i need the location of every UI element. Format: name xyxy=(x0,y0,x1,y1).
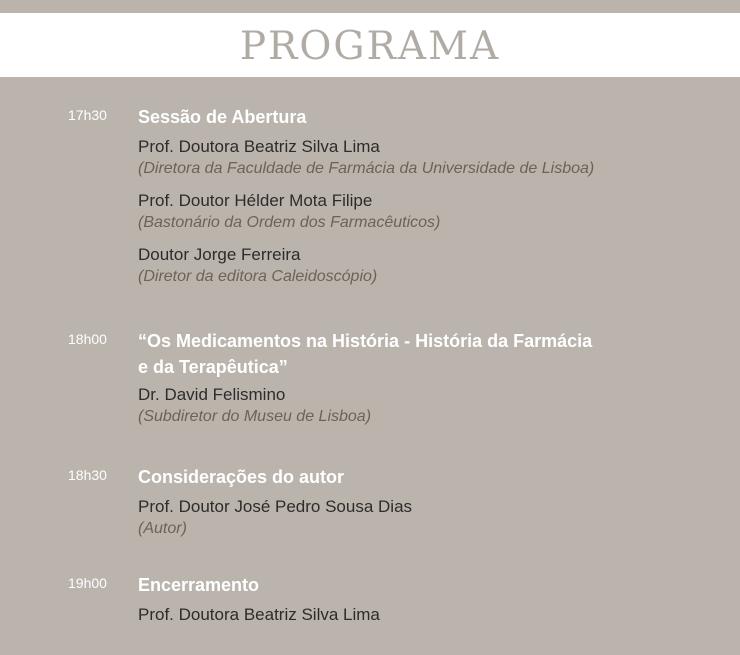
speaker xyxy=(138,135,698,180)
speaker-role: (Bastonário da Ordem dos Farmacêuticos) xyxy=(138,214,441,231)
speaker-role: (Subdiretor do Museu de Lisboa) xyxy=(138,408,372,425)
speaker-role: (Autor) xyxy=(138,520,187,537)
speaker xyxy=(138,189,698,234)
session-content xyxy=(138,104,698,288)
session-title: Considerações do autor xyxy=(138,467,345,487)
speaker-role: (Diretora da Faculdade de Farmácia da Universidade de Lisboa) xyxy=(138,160,595,177)
speaker-name: Prof. Doutor José Pedro Sousa Dias xyxy=(138,497,413,516)
top-strip xyxy=(0,0,740,13)
session-content xyxy=(138,572,698,626)
session-time: 18h30 xyxy=(68,467,107,483)
session-content xyxy=(138,328,698,428)
session-time: 17h30 xyxy=(68,107,107,123)
speaker xyxy=(138,383,698,428)
page-title: PROGRAMA xyxy=(239,23,501,69)
session-content xyxy=(138,464,698,540)
speaker-name: Doutor Jorge Ferreira xyxy=(138,245,301,264)
speaker xyxy=(138,603,698,626)
speaker-name: Prof. Doutora Beatriz Silva Lima xyxy=(138,605,380,624)
session-title: Encerramento xyxy=(138,575,260,595)
header-banner xyxy=(0,13,740,77)
speaker-name: Prof. Doutor Hélder Mota Filipe xyxy=(138,191,373,210)
session-time: 19h00 xyxy=(68,575,107,591)
speaker xyxy=(138,495,698,540)
session-time: 18h00 xyxy=(68,331,107,347)
session-title-line1: “Os Medicamentos na História - História da Farmácia xyxy=(138,331,593,351)
session-title: Sessão de Abertura xyxy=(138,107,307,127)
speaker-role: (Diretor da editora Caleidoscópio) xyxy=(138,268,378,285)
session-title-line2: e da Terapêutica” xyxy=(138,357,288,377)
speaker-name: Dr. David Felismino xyxy=(138,385,286,404)
speaker-name: Prof. Doutora Beatriz Silva Lima xyxy=(138,137,380,156)
speaker xyxy=(138,243,698,288)
